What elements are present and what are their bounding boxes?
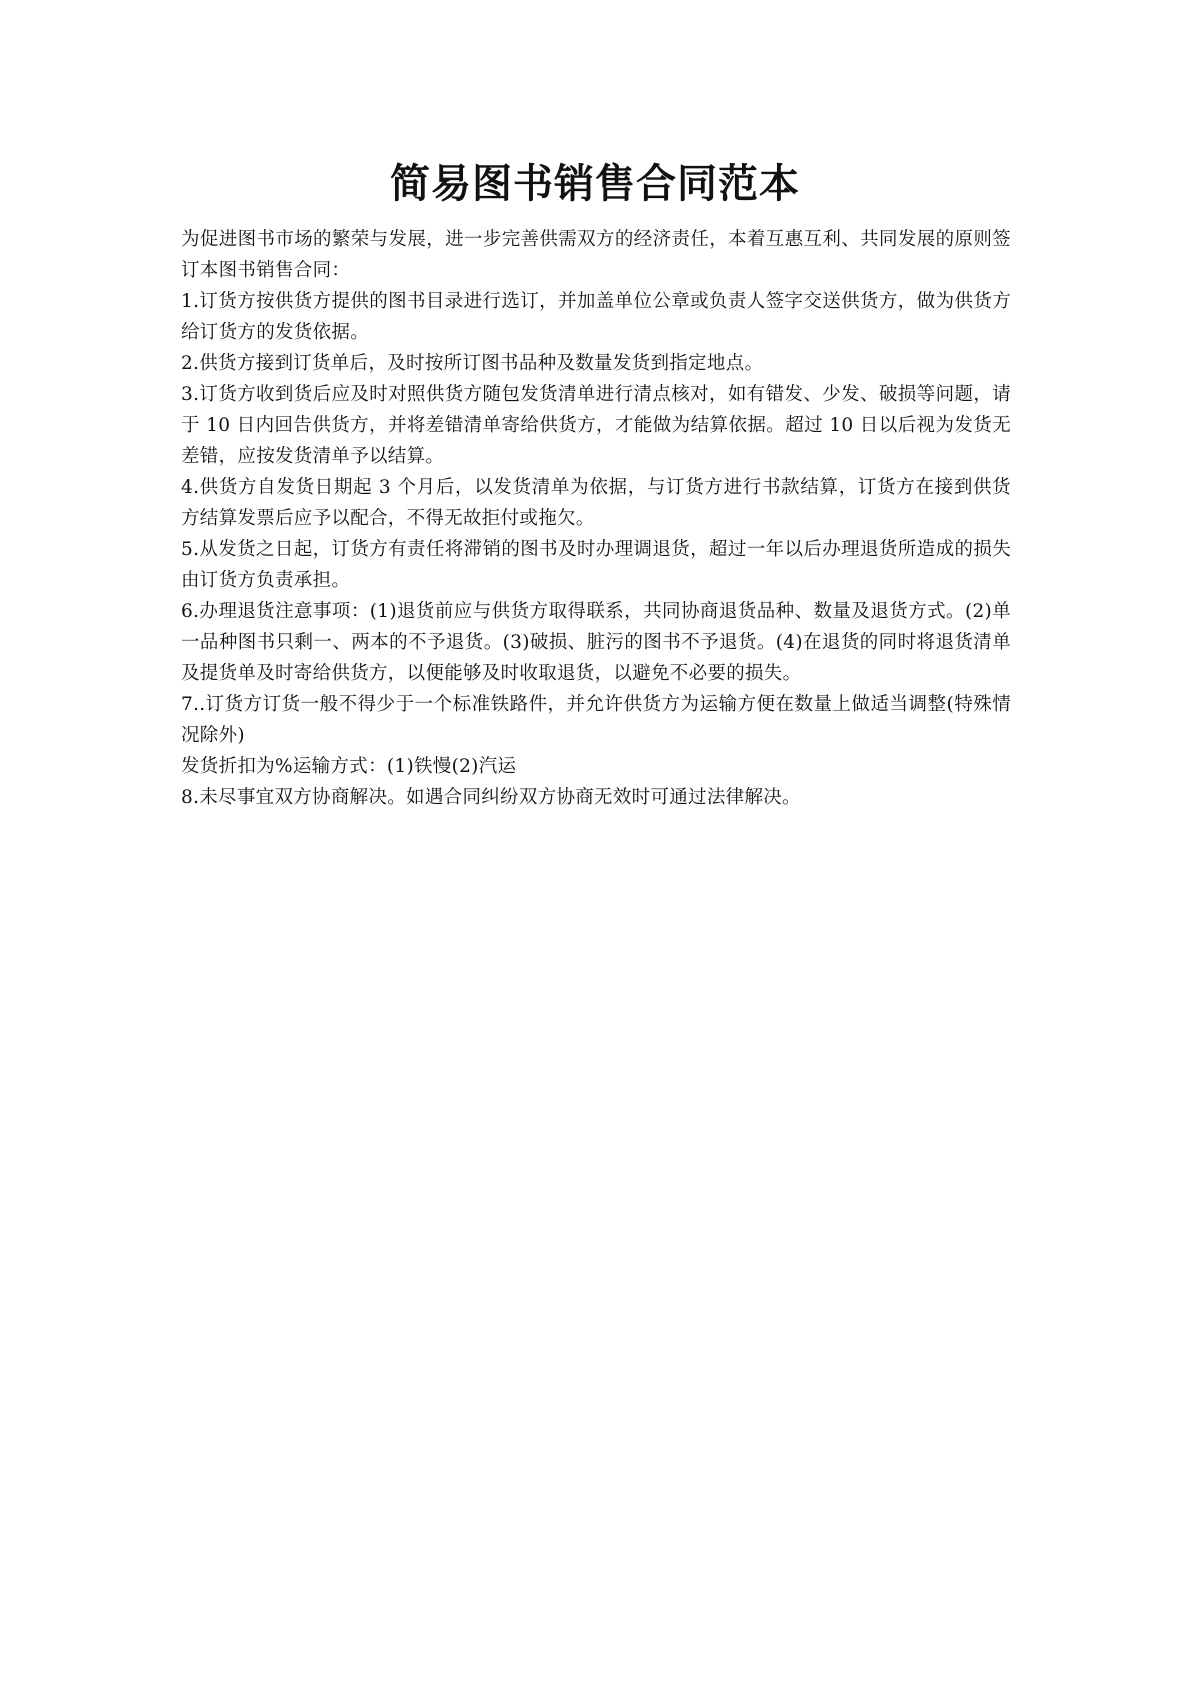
clause-7: 7..订货方订货一般不得少于一个标准铁路件，并允许供货方为运输方便在数量上做适当调整(特殊情况除外) (181, 694, 1011, 746)
document-body (181, 224, 1011, 813)
clause-1: 1.订货方按供货方提供的图书目录进行选订，并加盖单位公章或负责人签字交送供货方，做为供货方给订货方的发货依据。 (181, 291, 1011, 343)
clause-3: 3.订货方收到货后应及时对照供货方随包发货清单进行清点核对，如有错发、少发、破损等问题，请于 10 日内回告供货方，并将差错清单寄给供货方，才能做为结算依据。超过 10 日以后视为发货无差错，应按发货清单予以结算。 (181, 384, 1011, 467)
intro-paragraph: 为促进图书市场的繁荣与发展，进一步完善供需双方的经济责任，本着互惠互利、共同发展的原则签订本图书销售合同： (181, 229, 1011, 281)
document-title: 简易图书销售合同范本 (390, 160, 800, 207)
discount-transport-line: 发货折扣为%运输方式：(1)铁慢(2)汽运 (181, 756, 517, 777)
clause-4: 4.供货方自发货日期起 3 个月后，以发货清单为依据，与订货方进行书款结算，订货方在接到供货方结算发票后应予以配合，不得无故拒付或拖欠。 (181, 477, 1011, 529)
clause-6: 6.办理退货注意事项：(1)退货前应与供货方取得联系，共同协商退货品种、数量及退货方式。(2)单一品种图书只剩一、两本的不予退货。(3)破损、脏污的图书不予退货。(4)在退货的同时将退货清单及提货单及时寄给供货方，以便能够及时收取退货，以避免不必要的损失。 (181, 601, 1011, 684)
clause-5: 5.从发货之日起，订货方有责任将滞销的图书及时办理调退货，超过一年以后办理退货所造成的损失由订货方负责承担。 (181, 539, 1011, 591)
clause-8: 8.未尽事宜双方协商解决。如遇合同纠纷双方协商无效时可通过法律解决。 (181, 787, 801, 808)
clause-2: 2.供货方接到订货单后，及时按所订图书品种及数量发货到指定地点。 (181, 353, 764, 374)
